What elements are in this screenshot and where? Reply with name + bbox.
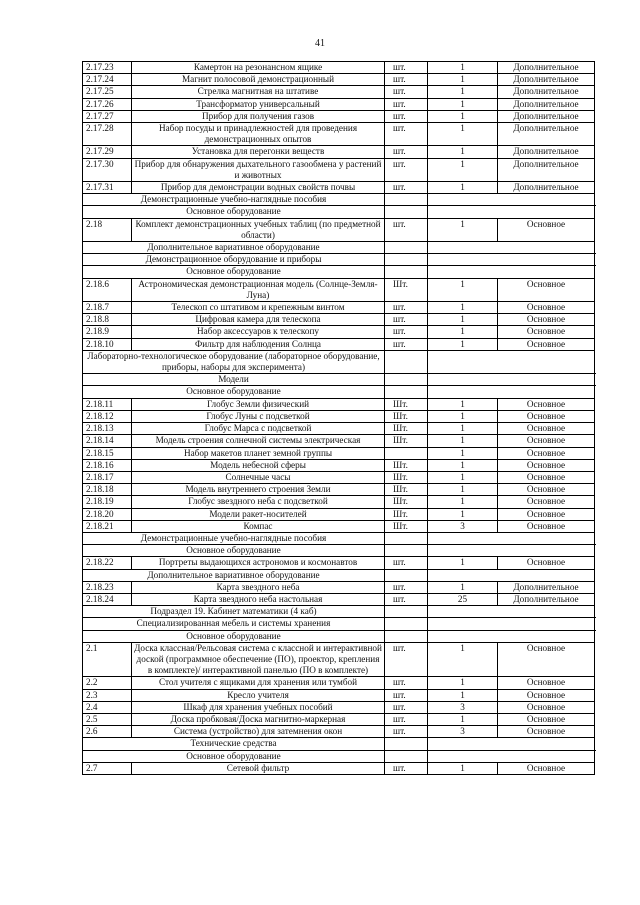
code-cell: 2.1: [83, 642, 132, 677]
name-cell: Набор макетов планет земной группы: [132, 447, 385, 459]
quantity-cell: 1: [428, 762, 498, 774]
table-row: [83, 459, 595, 471]
name-cell: Модель строения солнечной системы электрическая: [132, 435, 385, 447]
name-cell: Портреты выдающихся астрономов и космонавтов: [132, 557, 385, 569]
table-row: [83, 98, 595, 110]
section-empty-cell: [428, 194, 595, 206]
table-row: [83, 508, 595, 520]
unit-cell: [385, 447, 428, 459]
code-cell: 2.18.11: [83, 398, 132, 410]
section-heading: Технические средства: [83, 738, 385, 750]
section-empty-cell: [428, 545, 595, 557]
quantity-cell: 1: [428, 338, 498, 350]
name-cell: Установка для перегонки веществ: [132, 146, 385, 158]
name-cell: Система (устройство) для затемнения окон: [132, 726, 385, 738]
unit-cell: шт.: [385, 701, 428, 713]
code-cell: 2.17.23: [83, 62, 132, 74]
section-empty-cell: [428, 242, 595, 254]
section-empty-cell: [385, 618, 428, 630]
code-cell: 2.18.6: [83, 278, 132, 301]
equipment-table-body: [83, 62, 595, 775]
unit-cell: Шт.: [385, 423, 428, 435]
section-row: [83, 738, 595, 750]
section-empty-cell: [385, 606, 428, 618]
unit-cell: шт.: [385, 98, 428, 110]
unit-cell: шт.: [385, 74, 428, 86]
section-empty-cell: [385, 254, 428, 266]
unit-cell: Шт.: [385, 471, 428, 483]
type-cell: Основное: [498, 496, 595, 508]
unit-cell: Шт.: [385, 520, 428, 532]
section-empty-cell: [385, 206, 428, 218]
section-heading: Лабораторно-технологическое оборудование (лабораторное оборудование, приборы, наборы для эксперимента): [83, 350, 385, 373]
name-cell: Модель небесной сферы: [132, 459, 385, 471]
type-cell: Основное: [498, 326, 595, 338]
type-cell: Основное: [498, 278, 595, 301]
section-row: [83, 386, 595, 398]
table-row: [83, 338, 595, 350]
quantity-cell: 1: [428, 435, 498, 447]
section-row: [83, 618, 595, 630]
name-cell: Глобус Луны с подсветкой: [132, 410, 385, 422]
section-row: [83, 569, 595, 581]
section-empty-cell: [428, 266, 595, 278]
section-row: [83, 606, 595, 618]
unit-cell: шт.: [385, 123, 428, 146]
section-empty-cell: [385, 266, 428, 278]
table-row: [83, 642, 595, 677]
quantity-cell: 1: [428, 484, 498, 496]
code-cell: 2.17.26: [83, 98, 132, 110]
section-empty-cell: [385, 386, 428, 398]
code-cell: 2.18.22: [83, 557, 132, 569]
type-cell: Основное: [498, 398, 595, 410]
section-empty-cell: [428, 374, 595, 386]
unit-cell: шт.: [385, 326, 428, 338]
table-row: [83, 581, 595, 593]
name-cell: Цифровая камера для телескопа: [132, 314, 385, 326]
quantity-cell: 3: [428, 520, 498, 532]
type-cell: Основное: [498, 726, 595, 738]
name-cell: Набор посуды и принадлежностей для проведения демонстрационных опытов: [132, 123, 385, 146]
type-cell: Дополнительное: [498, 86, 595, 98]
section-empty-cell: [428, 606, 595, 618]
section-heading: Основное оборудование: [83, 545, 385, 557]
unit-cell: шт.: [385, 86, 428, 98]
unit-cell: шт.: [385, 581, 428, 593]
table-row: [83, 218, 595, 241]
code-cell: 2.18.21: [83, 520, 132, 532]
quantity-cell: 1: [428, 278, 498, 301]
unit-cell: шт.: [385, 146, 428, 158]
unit-cell: Шт.: [385, 410, 428, 422]
table-row: [83, 471, 595, 483]
table-row: [83, 593, 595, 605]
section-empty-cell: [428, 569, 595, 581]
section-empty-cell: [428, 618, 595, 630]
type-cell: Основное: [498, 471, 595, 483]
type-cell: Дополнительное: [498, 581, 595, 593]
section-empty-cell: [385, 374, 428, 386]
section-row: [83, 532, 595, 544]
type-cell: Основное: [498, 423, 595, 435]
table-row: [83, 484, 595, 496]
code-cell: 2.17.25: [83, 86, 132, 98]
type-cell: Основное: [498, 447, 595, 459]
name-cell: Модели ракет-носителей: [132, 508, 385, 520]
unit-cell: шт.: [385, 158, 428, 181]
name-cell: Глобус звездного неба с подсветкой: [132, 496, 385, 508]
code-cell: 2.6: [83, 726, 132, 738]
table-row: [83, 86, 595, 98]
section-heading: Основное оборудование: [83, 630, 385, 642]
code-cell: 2.3: [83, 689, 132, 701]
quantity-cell: 1: [428, 123, 498, 146]
quantity-cell: 1: [428, 713, 498, 725]
table-row: [83, 713, 595, 725]
code-cell: 2.18.10: [83, 338, 132, 350]
section-empty-cell: [385, 194, 428, 206]
name-cell: Астрономическая демонстрационная модель (Солнце-Земля-Луна): [132, 278, 385, 301]
code-cell: 2.18.7: [83, 302, 132, 314]
code-cell: 2.18.20: [83, 508, 132, 520]
type-cell: Основное: [498, 642, 595, 677]
code-cell: 2.18.16: [83, 459, 132, 471]
name-cell: Камертон на резонансном ящике: [132, 62, 385, 74]
section-empty-cell: [385, 532, 428, 544]
section-row: [83, 545, 595, 557]
table-row: [83, 326, 595, 338]
section-row: [83, 750, 595, 762]
section-heading: Демонстрационные учебно-наглядные пособия: [83, 532, 385, 544]
unit-cell: Шт.: [385, 484, 428, 496]
type-cell: Основное: [498, 435, 595, 447]
unit-cell: шт.: [385, 677, 428, 689]
unit-cell: шт.: [385, 689, 428, 701]
type-cell: Дополнительное: [498, 74, 595, 86]
table-row: [83, 520, 595, 532]
name-cell: Стрелка магнитная на штативе: [132, 86, 385, 98]
quantity-cell: 1: [428, 398, 498, 410]
code-cell: 2.18.8: [83, 314, 132, 326]
type-cell: Основное: [498, 410, 595, 422]
code-cell: 2.17.31: [83, 182, 132, 194]
code-cell: 2.18.19: [83, 496, 132, 508]
type-cell: Основное: [498, 459, 595, 471]
code-cell: 2.18.9: [83, 326, 132, 338]
code-cell: 2.18.15: [83, 447, 132, 459]
unit-cell: шт.: [385, 338, 428, 350]
unit-cell: шт.: [385, 182, 428, 194]
unit-cell: Шт.: [385, 459, 428, 471]
quantity-cell: 1: [428, 581, 498, 593]
section-row: [83, 194, 595, 206]
section-heading: Демонстрационное оборудование и приборы: [83, 254, 385, 266]
section-empty-cell: [428, 254, 595, 266]
equipment-table: [82, 61, 595, 775]
table-row: [83, 423, 595, 435]
type-cell: Основное: [498, 701, 595, 713]
section-empty-cell: [428, 738, 595, 750]
name-cell: Карта звездного неба: [132, 581, 385, 593]
table-row: [83, 726, 595, 738]
table-row: [83, 762, 595, 774]
code-cell: 2.7: [83, 762, 132, 774]
type-cell: Основное: [498, 713, 595, 725]
table-row: [83, 146, 595, 158]
unit-cell: шт.: [385, 557, 428, 569]
code-cell: 2.18.12: [83, 410, 132, 422]
quantity-cell: 1: [428, 471, 498, 483]
section-heading: Основное оборудование: [83, 206, 385, 218]
type-cell: Дополнительное: [498, 98, 595, 110]
code-cell: 2.4: [83, 701, 132, 713]
code-cell: 2.17.29: [83, 146, 132, 158]
type-cell: Основное: [498, 689, 595, 701]
name-cell: Трансформатор универсальный: [132, 98, 385, 110]
name-cell: Глобус Земли физический: [132, 398, 385, 410]
section-heading: Демонстрационные учебно-наглядные пособия: [83, 194, 385, 206]
quantity-cell: 1: [428, 447, 498, 459]
section-empty-cell: [428, 750, 595, 762]
code-cell: 2.5: [83, 713, 132, 725]
type-cell: Основное: [498, 314, 595, 326]
quantity-cell: 1: [428, 110, 498, 122]
section-empty-cell: [428, 206, 595, 218]
table-row: [83, 62, 595, 74]
type-cell: Дополнительное: [498, 110, 595, 122]
quantity-cell: 25: [428, 593, 498, 605]
quantity-cell: 1: [428, 302, 498, 314]
section-row: [83, 266, 595, 278]
table-row: [83, 123, 595, 146]
table-row: [83, 398, 595, 410]
name-cell: Прибор для демонстрации водных свойств почвы: [132, 182, 385, 194]
quantity-cell: 1: [428, 98, 498, 110]
name-cell: Набор аксессуаров к телескопу: [132, 326, 385, 338]
type-cell: Дополнительное: [498, 593, 595, 605]
code-cell: 2.18.23: [83, 581, 132, 593]
name-cell: Телескоп со штативом и крепежным винтом: [132, 302, 385, 314]
code-cell: 2.2: [83, 677, 132, 689]
table-row: [83, 701, 595, 713]
quantity-cell: 1: [428, 218, 498, 241]
unit-cell: Шт.: [385, 278, 428, 301]
unit-cell: Шт.: [385, 508, 428, 520]
type-cell: Основное: [498, 338, 595, 350]
quantity-cell: 1: [428, 677, 498, 689]
name-cell: Шкаф для хранения учебных пособий: [132, 701, 385, 713]
name-cell: Магнит полосовой демонстрационный: [132, 74, 385, 86]
name-cell: Сетевой фильтр: [132, 762, 385, 774]
type-cell: Основное: [498, 302, 595, 314]
table-row: [83, 496, 595, 508]
section-empty-cell: [385, 242, 428, 254]
unit-cell: шт.: [385, 62, 428, 74]
table-row: [83, 74, 595, 86]
unit-cell: шт.: [385, 642, 428, 677]
section-empty-cell: [385, 630, 428, 642]
type-cell: Дополнительное: [498, 146, 595, 158]
section-heading: Специализированная мебель и системы хранения: [83, 618, 385, 630]
name-cell: Компас: [132, 520, 385, 532]
name-cell: Доска классная/Рельсовая система с классной и интерактивной доской (программное обеспечение (ПО), проектор, крепления в комплекте)/ интерактивной панелью (ПО в комплекте): [132, 642, 385, 677]
quantity-cell: 1: [428, 158, 498, 181]
name-cell: Карта звездного неба настольная: [132, 593, 385, 605]
section-empty-cell: [385, 750, 428, 762]
table-row: [83, 677, 595, 689]
quantity-cell: 1: [428, 496, 498, 508]
unit-cell: шт.: [385, 302, 428, 314]
table-row: [83, 410, 595, 422]
section-row: [83, 254, 595, 266]
quantity-cell: 1: [428, 74, 498, 86]
quantity-cell: 1: [428, 314, 498, 326]
name-cell: Прибор для получения газов: [132, 110, 385, 122]
code-cell: 2.18.13: [83, 423, 132, 435]
table-row: [83, 110, 595, 122]
type-cell: Дополнительное: [498, 182, 595, 194]
type-cell: Основное: [498, 484, 595, 496]
code-cell: 2.17.28: [83, 123, 132, 146]
quantity-cell: 1: [428, 423, 498, 435]
name-cell: Комплект демонстрационных учебных таблиц (по предметной области): [132, 218, 385, 241]
code-cell: 2.17.30: [83, 158, 132, 181]
code-cell: 2.18.14: [83, 435, 132, 447]
unit-cell: шт.: [385, 593, 428, 605]
type-cell: Основное: [498, 508, 595, 520]
section-empty-cell: [385, 545, 428, 557]
name-cell: Доска пробковая/Доска магнитно-маркерная: [132, 713, 385, 725]
quantity-cell: 1: [428, 642, 498, 677]
quantity-cell: 1: [428, 689, 498, 701]
type-cell: Основное: [498, 762, 595, 774]
unit-cell: Шт.: [385, 398, 428, 410]
section-row: [83, 242, 595, 254]
type-cell: Основное: [498, 218, 595, 241]
unit-cell: шт.: [385, 726, 428, 738]
table-row: [83, 182, 595, 194]
unit-cell: Шт.: [385, 435, 428, 447]
section-empty-cell: [428, 386, 595, 398]
section-heading: Подраздел 19. Кабинет математики (4 каб): [83, 606, 385, 618]
section-row: [83, 374, 595, 386]
unit-cell: шт.: [385, 314, 428, 326]
quantity-cell: 1: [428, 146, 498, 158]
type-cell: Дополнительное: [498, 62, 595, 74]
quantity-cell: 3: [428, 726, 498, 738]
quantity-cell: 1: [428, 459, 498, 471]
section-empty-cell: [428, 350, 595, 373]
code-cell: 2.18.18: [83, 484, 132, 496]
unit-cell: шт.: [385, 110, 428, 122]
table-row: [83, 557, 595, 569]
name-cell: Прибор для обнаружения дыхательного газообмена у растений и животных: [132, 158, 385, 181]
table-row: [83, 447, 595, 459]
section-heading: Модели: [83, 374, 385, 386]
quantity-cell: 1: [428, 557, 498, 569]
table-row: [83, 302, 595, 314]
section-heading: Основное оборудование: [83, 266, 385, 278]
quantity-cell: 3: [428, 701, 498, 713]
section-heading: Основное оборудование: [83, 750, 385, 762]
quantity-cell: 1: [428, 508, 498, 520]
section-row: [83, 350, 595, 373]
table-row: [83, 158, 595, 181]
name-cell: Кресло учителя: [132, 689, 385, 701]
type-cell: Дополнительное: [498, 123, 595, 146]
section-empty-cell: [428, 532, 595, 544]
page-number: 41: [315, 38, 325, 49]
table-row: [83, 278, 595, 301]
section-heading: Основное оборудование: [83, 386, 385, 398]
type-cell: Основное: [498, 520, 595, 532]
unit-cell: шт.: [385, 762, 428, 774]
name-cell: Глобус Марса с подсветкой: [132, 423, 385, 435]
unit-cell: шт.: [385, 218, 428, 241]
section-empty-cell: [385, 350, 428, 373]
section-empty-cell: [385, 738, 428, 750]
quantity-cell: 1: [428, 182, 498, 194]
unit-cell: Шт.: [385, 496, 428, 508]
name-cell: Солнечные часы: [132, 471, 385, 483]
section-heading: Дополнительное вариативное оборудование: [83, 242, 385, 254]
name-cell: Модель внутреннего строения Земли: [132, 484, 385, 496]
section-row: [83, 630, 595, 642]
table-row: [83, 314, 595, 326]
name-cell: Стол учителя с ящиками для хранения или тумбой: [132, 677, 385, 689]
type-cell: Дополнительное: [498, 158, 595, 181]
section-row: [83, 206, 595, 218]
code-cell: 2.18.17: [83, 471, 132, 483]
quantity-cell: 1: [428, 62, 498, 74]
code-cell: 2.17.27: [83, 110, 132, 122]
quantity-cell: 1: [428, 410, 498, 422]
quantity-cell: 1: [428, 326, 498, 338]
type-cell: Основное: [498, 557, 595, 569]
section-heading: Дополнительное вариативное оборудование: [83, 569, 385, 581]
type-cell: Основное: [498, 677, 595, 689]
section-empty-cell: [428, 630, 595, 642]
table-row: [83, 689, 595, 701]
code-cell: 2.18.24: [83, 593, 132, 605]
code-cell: 2.18: [83, 218, 132, 241]
quantity-cell: 1: [428, 86, 498, 98]
name-cell: Фильтр для наблюдения Солнца: [132, 338, 385, 350]
section-empty-cell: [385, 569, 428, 581]
table-row: [83, 435, 595, 447]
code-cell: 2.17.24: [83, 74, 132, 86]
unit-cell: шт.: [385, 713, 428, 725]
